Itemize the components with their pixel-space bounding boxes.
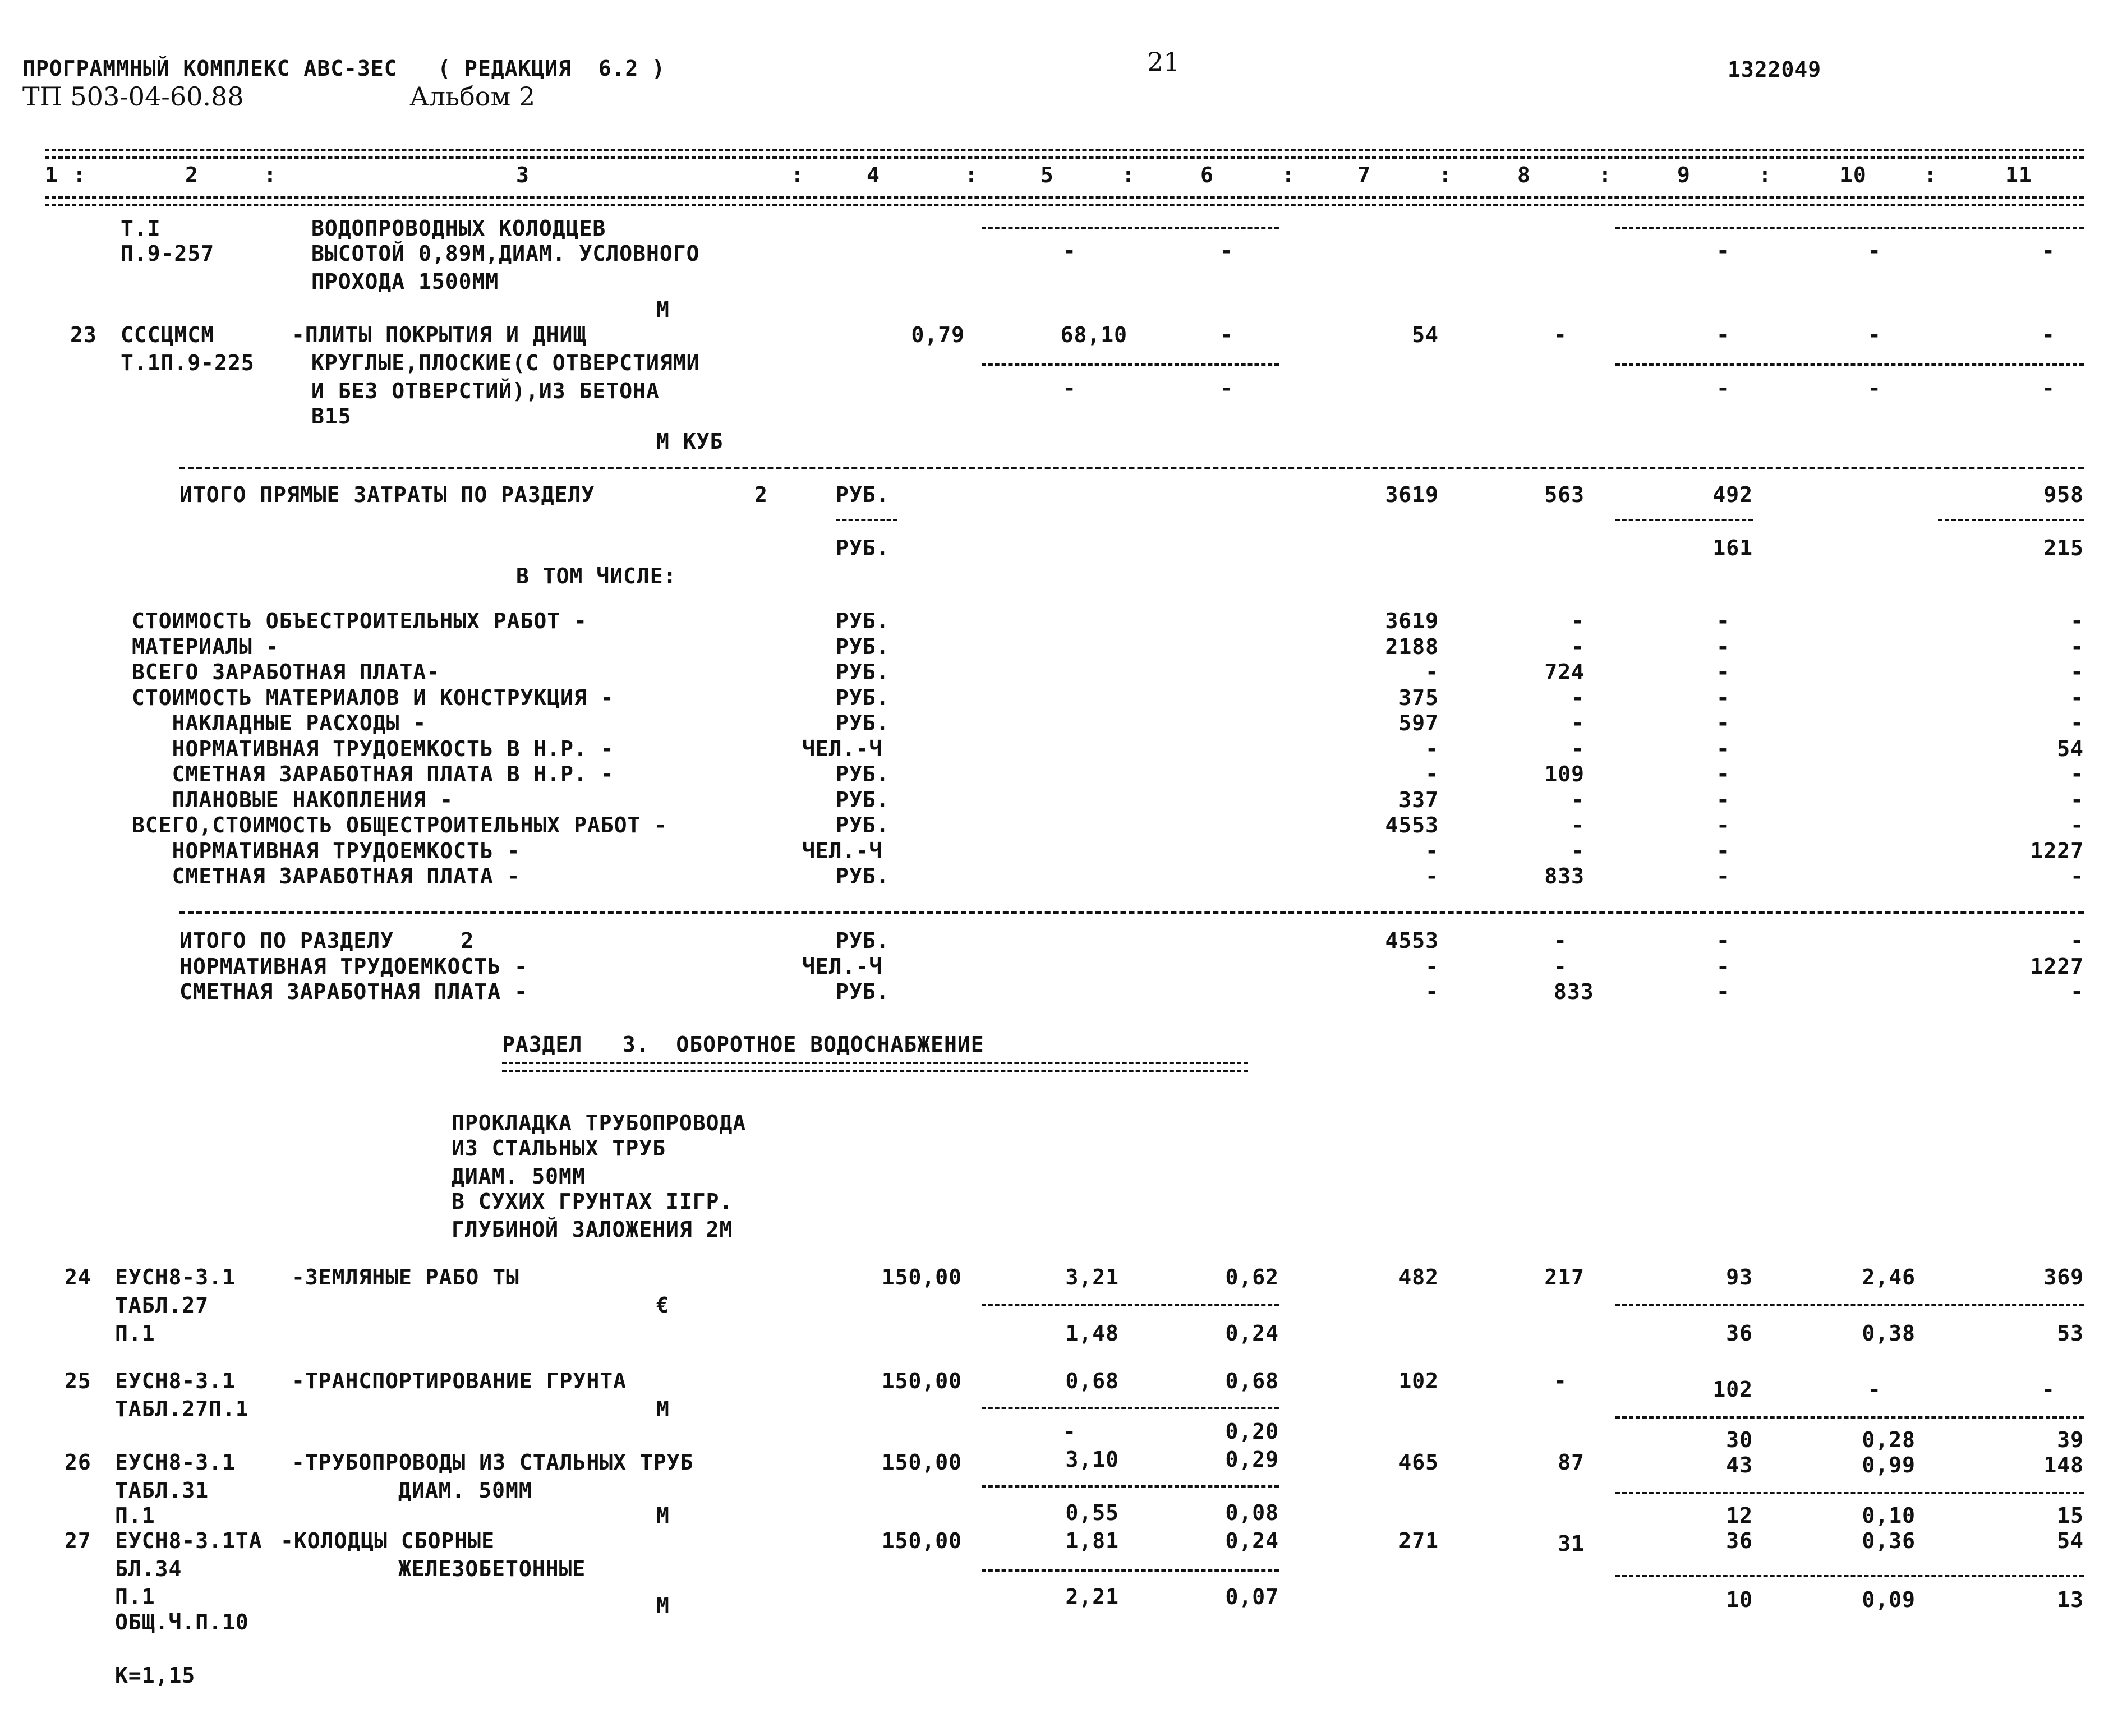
breakdown-label: СТОИМОСТЬ МАТЕРИАЛОВ И КОНСТРУКЦИЯ - bbox=[132, 685, 614, 710]
doc-code: 1322049 bbox=[1728, 57, 1822, 82]
breakdown-label: ВСЕГО,СТОИМОСТЬ ОБЩЕСТРОИТЕЛЬНЫХ РАБОТ - bbox=[132, 813, 668, 837]
col-header-1: 1 bbox=[45, 163, 58, 187]
section-underline bbox=[502, 1062, 1248, 1072]
breakdown-unit: РУБ. bbox=[836, 787, 890, 812]
coefficient: К=1,15 bbox=[115, 1663, 196, 1688]
breakdown-label: ПЛАНОВЫЕ НАКОПЛЕНИЯ - bbox=[132, 787, 454, 812]
section-title: РАЗДЕЛ 3. ОБОРОТНОЕ ВОДОСНАБЖЕНИЕ bbox=[502, 1032, 984, 1057]
breakdown-label: СТОИМОСТЬ ОБЪЕСТРОИТЕЛЬНЫХ РАБОТ - bbox=[132, 609, 587, 633]
section-total-label: НОРМАТИВНАЯ ТРУДОЕМКОСТЬ - bbox=[179, 954, 528, 979]
header-rule-bottom bbox=[45, 196, 2084, 206]
breakdown-unit: РУБ. bbox=[836, 762, 890, 786]
breakdown-label: СМЕТНАЯ ЗАРАБОТНАЯ ПЛАТА В Н.Р. - bbox=[132, 762, 614, 786]
section-total-unit: РУБ. bbox=[836, 928, 890, 953]
header-rule-top bbox=[45, 149, 2084, 159]
breakdown-unit: РУБ. bbox=[836, 711, 890, 735]
breakdown-label: МАТЕРИАЛЫ - bbox=[132, 634, 279, 659]
divider bbox=[179, 911, 2084, 914]
document-page: ПРОГРАММНЫЙ КОМПЛЕКС АВС-3ЕС ( РЕДАКЦИЯ 6.2 ) ТП 503-04-60.88 Альбом 2 21 1322049 1 : 2 : 3 : 4 : 5 : 6 : 7 : 8 : 9 : 10 : 11 Т.I П.9-257 ВОДОПРОВОДНЫХ КОЛОДЦЕВ ВЫСОТОЙ 0,89М,ДИАМ. УСЛОВНОГО ПРОХОДА 1500ММ - - - - - М 23 СССЦМСМ Т.1П.9-225 -ПЛИТЫ ПОКРЫТИЯ И ДНИЩ КРУГЛЫЕ,ПЛОСКИЕ(С ОТВЕРСТИЯМИ И БЕЗ ОТВЕРСТИЙ),ИЗ БЕТОНА В15 М КУБ 0,79 68,10 - 54 - - - - - - - - - ИТОГО ПРЯМЫЕ ЗАТРАТЫ ПО РАЗДЕЛУ 2 РУБ. 3619 563 492 958 РУБ. 161 215 В ТОМ ЧИСЛЕ: СТОИМОСТЬ ОБЪЕСТРОИТЕЛЬНЫХ РАБОТ - РУБ. 3619 - - - МАТЕРИАЛЫ - РУБ. 2188 - - - ВСЕГО ЗАРАБОТНАЯ ПЛАТА- РУБ. - 724 - - СТОИМОСТЬ МАТЕРИАЛОВ И КОНСТРУКЦИЯ - РУБ. 375 - - - НАКЛАДНЫЕ РАСХОДЫ - РУБ. 597 - - - НОРМАТИВНАЯ ТРУДОЕМКОСТЬ В Н.Р. - ЧЕЛ.-Ч - - - 54 СМЕТНАЯ ЗАРАБОТНАЯ ПЛАТА В Н.Р. - РУБ. - 109 - - ПЛАНОВЫЕ НАКОПЛЕНИЯ - РУБ. 337 - - - ВСЕГО,СТОИМОСТЬ ОБЩЕСТРОИТЕЛЬНЫХ РАБОТ - РУБ. 4553 - - - НОРМАТИВНАЯ ТРУДОЕМКОСТЬ - ЧЕЛ.-Ч - - - 1227 СМЕТНАЯ ЗАРАБОТНАЯ ПЛАТА - РУБ. - 833 - - ИТОГО ПО РАЗДЕЛУ 2 РУБ. 4553 - - - НОРМАТИВНАЯ ТРУДОЕМКОСТЬ - ЧЕЛ.-Ч - - - 1227 СМЕТНАЯ ЗАРАБОТНАЯ ПЛАТА - РУБ. - 833 - - РАЗДЕЛ 3. ОБОРОТНОЕ ВОДОСНАБЖЕНИЕ ПРОКЛАДКА ТРУБОПРОВОДА ИЗ СТАЛЬНЫХ ТРУБ ДИАМ. 50ММ В СУХИХ ГРУНТАХ IIГР. ГЛУБИНОЙ ЗАЛОЖЕНИЯ 2М 24 ЕУСН8-3.1 ТАБЛ.27 П.1 -ЗЕМЛЯНЫЕ РАБО ТЫ € 150,00 3,21 0,62 482 217 93 2,46 369 1,48 0,24 36 0,38 53 25 ЕУСН8-3.1 ТАБЛ.27П.1 -ТРАНСПОРТИРОВАНИЕ ГРУНТА М 150,00 0,68 0,68 102 - 102 - - - 0,20 30 0,28 39 26 ЕУСН8-3.1 ТАБЛ.31 П.1 -ТРУБОПРОВОДЫ ИЗ СТАЛЬНЫХ ТРУБ ДИАМ. 50ММ М 150,00 3,10 0,29 465 87 43 0,99 148 0,55 0,08 12 0,10 15 27 ЕУСН8-3.1ТА БЛ.34 П.1 ОБЩ.Ч.П.10 -КОЛОДЦЫ СБОРНЫЕ ЖЕЛЕЗОБЕТОННЫЕ М 150,00 1,81 0,24 271 31 36 0,36 54 2,21 0,07 10 0,09 13 К=1,15 bbox=[22, 47, 2084, 1688]
breakdown-label: НОРМАТИВНАЯ ТРУДОЕМКОСТЬ - bbox=[132, 838, 521, 863]
breakdown-unit: РУБ. bbox=[836, 660, 890, 684]
breakdown-unit: РУБ. bbox=[836, 813, 890, 837]
breakdown-unit: РУБ. bbox=[836, 609, 890, 633]
section-total-unit: РУБ. bbox=[836, 979, 890, 1004]
breakdown-label: ВСЕГО ЗАРАБОТНАЯ ПЛАТА- bbox=[132, 660, 440, 684]
col-header-8: 8 bbox=[1517, 163, 1531, 187]
breakdown-unit: РУБ. bbox=[836, 864, 890, 888]
breakdown-unit: ЧЕЛ.-Ч bbox=[802, 736, 883, 761]
col-header-7: 7 bbox=[1357, 163, 1371, 187]
col-header-10: 10 bbox=[1840, 163, 1867, 187]
col-header-4: 4 bbox=[867, 163, 880, 187]
col-header-5: 5 bbox=[1041, 163, 1054, 187]
col-header-3: 3 bbox=[516, 163, 530, 187]
breakdown-label: НОРМАТИВНАЯ ТРУДОЕМКОСТЬ В Н.Р. - bbox=[132, 736, 614, 761]
including-label: В ТОМ ЧИСЛЕ: bbox=[516, 564, 677, 588]
breakdown-unit: ЧЕЛ.-Ч bbox=[802, 838, 883, 863]
breakdown-unit: РУБ. bbox=[836, 685, 890, 710]
project-code: ТП 503-04-60.88 bbox=[22, 81, 244, 112]
col-header-9: 9 bbox=[1677, 163, 1691, 187]
breakdown-label: СМЕТНАЯ ЗАРАБОТНАЯ ПЛАТА - bbox=[132, 864, 521, 888]
page-number: 21 bbox=[1147, 47, 1180, 77]
col-header-6: 6 bbox=[1200, 163, 1214, 187]
section-total-unit: ЧЕЛ.-Ч bbox=[802, 954, 883, 979]
section-total-label: СМЕТНАЯ ЗАРАБОТНАЯ ПЛАТА - bbox=[179, 979, 528, 1004]
col-header-2: 2 bbox=[185, 163, 199, 187]
breakdown-label: НАКЛАДНЫЕ РАСХОДЫ - bbox=[132, 711, 427, 735]
section-total-label: ИТОГО ПО РАЗДЕЛУ 2 bbox=[179, 928, 475, 953]
col-header-11: 11 bbox=[2005, 163, 2032, 187]
program-header: ПРОГРАММНЫЙ КОМПЛЕКС АВС-3ЕС ( РЕДАКЦИЯ 6.2 ) bbox=[22, 56, 666, 81]
divider bbox=[179, 467, 2084, 469]
album-label: Альбом 2 bbox=[409, 81, 536, 112]
breakdown-unit: РУБ. bbox=[836, 634, 890, 659]
